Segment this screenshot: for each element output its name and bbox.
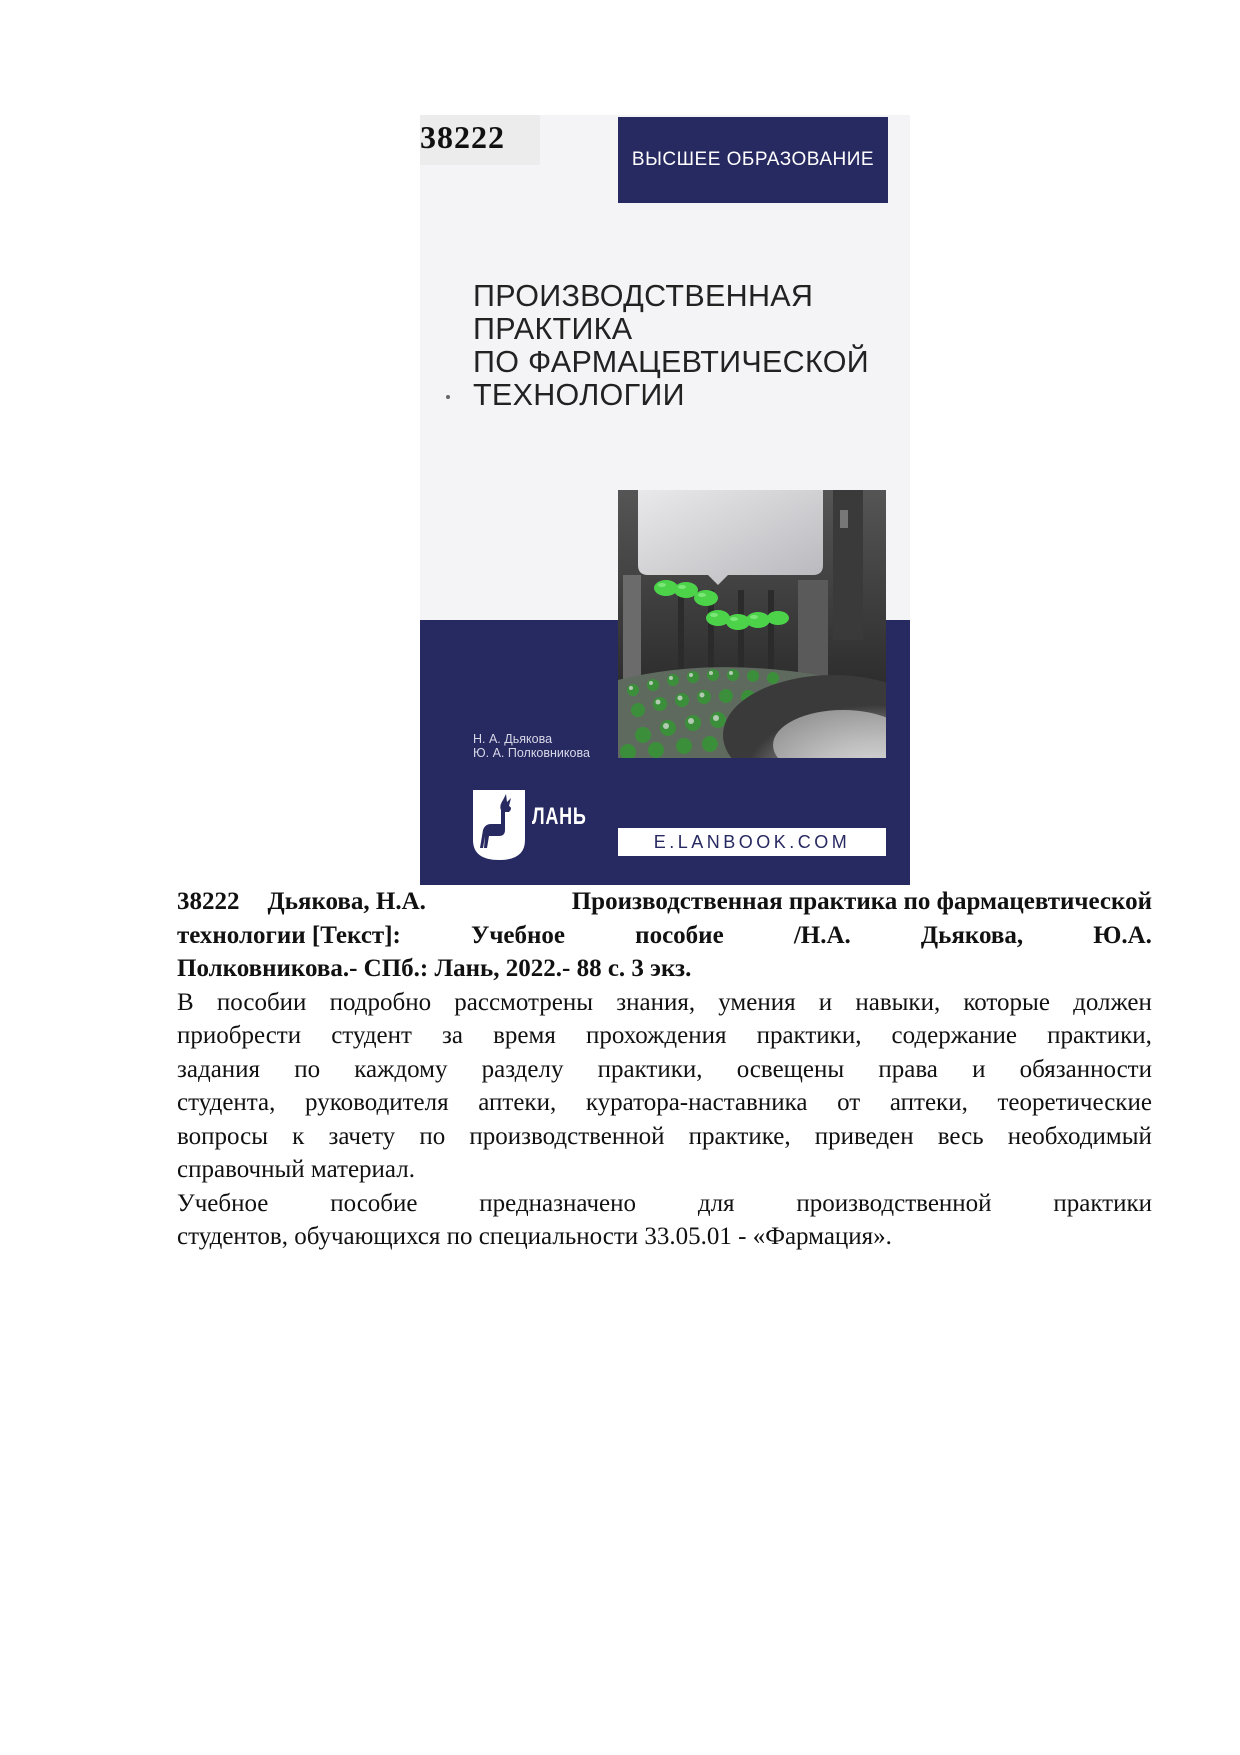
word: вопросы [177, 1122, 269, 1150]
word: приведен [814, 1122, 914, 1150]
word: производственной [469, 1122, 665, 1150]
word: пособие [330, 1189, 418, 1217]
word: Учебное [177, 1189, 269, 1217]
word: к [292, 1122, 305, 1150]
word: права [878, 1055, 938, 1083]
series-banner [618, 117, 888, 203]
series-label: ВЫСШЕЕ ОБРАЗОВАНИЕ [631, 149, 875, 170]
word: студента, [177, 1089, 276, 1116]
inventory-sticker [420, 115, 540, 165]
word: которые [963, 988, 1050, 1016]
word: навыки, [855, 988, 941, 1016]
cover-url-box [618, 828, 886, 856]
bib-line [177, 919, 1152, 953]
word: руководителя [305, 1089, 449, 1116]
word: по [419, 1122, 446, 1150]
machine-photo-svg [618, 490, 886, 758]
record-author: Дьякова, Н.А. [267, 888, 426, 915]
cover-url: E.LANBOOK.COM [653, 831, 851, 852]
word: зачету [328, 1122, 396, 1150]
word: и [818, 988, 833, 1016]
bib-line-last: Полковникова.- СПб.: Лань, 2022.- 88 с. 3 экз. [177, 955, 692, 982]
word: приобрести [177, 1022, 302, 1049]
word: обязанности [1019, 1055, 1152, 1083]
bib-word: пособие [635, 921, 724, 949]
publisher-name: ЛАНЬ [532, 803, 587, 830]
word: практики, [1047, 1022, 1152, 1049]
word: практики, [597, 1055, 703, 1083]
bib-word: Учебное [470, 921, 566, 949]
publisher-deer-logo-icon [473, 790, 525, 860]
cover-title-line: ПРОИЗВОДСТВЕННАЯ [473, 279, 814, 313]
annotation-line [177, 1019, 1152, 1053]
annotation [177, 986, 1152, 1254]
annotation-line [177, 1120, 1152, 1154]
annotation-line [177, 1053, 1152, 1087]
annotation-line [177, 986, 1152, 1020]
bibliographic-entry [177, 885, 1152, 986]
word: теоретические [997, 1089, 1152, 1116]
word: рассмотрены [454, 988, 594, 1016]
bib-word: /Н.А. [793, 921, 851, 949]
word: аптеки, [889, 1089, 968, 1116]
word: за [442, 1022, 464, 1049]
word: и [972, 1055, 986, 1083]
word: время [493, 1022, 556, 1049]
word: необходимый [1007, 1122, 1152, 1150]
bib-word: Дьякова, [920, 921, 1024, 949]
word: студент [331, 1022, 412, 1049]
word: практики, [756, 1022, 862, 1049]
cover-author: Н. А. Дьякова [473, 732, 553, 746]
word: практики [1053, 1189, 1152, 1217]
inventory-number: 38222 [420, 119, 505, 155]
annotation-line-last: справочный материал. [177, 1156, 415, 1183]
word: прохождения [585, 1022, 727, 1049]
cover-authors [473, 732, 590, 760]
word: пособии [216, 988, 307, 1016]
word: знания, [616, 988, 696, 1016]
record-title-part: Производственная практика по фармацевтической [571, 888, 1152, 915]
word: предназначено [479, 1189, 637, 1217]
cover-title-line: ТЕХНОЛОГИИ [473, 378, 685, 412]
word: освещены [736, 1055, 845, 1083]
purpose-line [177, 1187, 1152, 1221]
word: практике, [688, 1122, 791, 1150]
word: по [294, 1055, 321, 1083]
bib-word: Ю.А. [1093, 921, 1152, 949]
cover-title [473, 280, 903, 412]
word: каждому [354, 1055, 448, 1083]
annotation-line [177, 1086, 1152, 1120]
word: разделу [481, 1055, 564, 1083]
bib-word: технологии [Текст]: [177, 921, 401, 949]
purpose-line-last: студентов, обучающихся по специальности 33.05.01 - «Фармация». [177, 1223, 892, 1250]
word: производственной [796, 1189, 992, 1217]
word: задания [177, 1055, 261, 1083]
word: от [837, 1089, 861, 1116]
word: умения [718, 988, 796, 1016]
word: весь [937, 1122, 984, 1150]
word: содержание [891, 1022, 1017, 1049]
cover-title-line: ПРАКТИКА [473, 312, 633, 346]
capsule-filling-machine-photo [618, 490, 886, 758]
cover-dot [446, 395, 450, 399]
word: В [177, 988, 194, 1016]
word: куратора-наставника [585, 1089, 808, 1116]
book-cover [420, 115, 910, 885]
cover-author: Ю. А. Полковникова [473, 746, 590, 760]
word: аптеки, [478, 1089, 557, 1116]
bib-line [177, 885, 1152, 919]
catalog-record [177, 885, 1152, 1254]
word: должен [1073, 988, 1152, 1016]
word: для [697, 1189, 735, 1217]
cover-title-line: ПО ФАРМАЦЕВТИЧЕСКОЙ [473, 345, 869, 379]
record-number: 38222 [177, 888, 240, 915]
word: подробно [329, 988, 432, 1016]
